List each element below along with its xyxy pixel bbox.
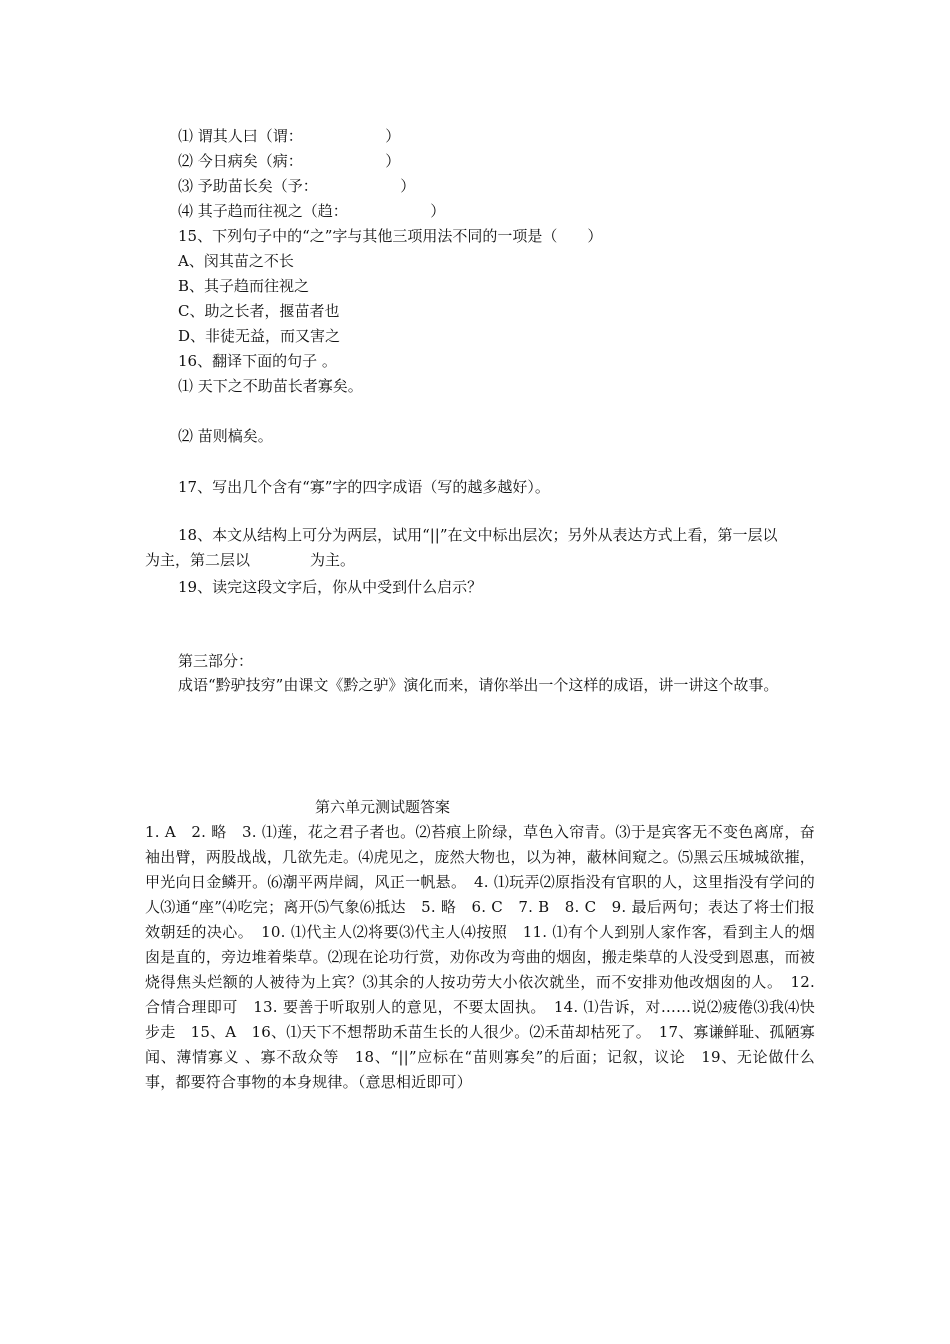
- q14-item-1: ⑴ 谓其人曰（谓： ）: [178, 127, 401, 145]
- part3-text: 成语“黔驴技穷”由课文《黔之驴》演化而来，请你举出一个这样的成语，讲一讲这个故事。: [178, 676, 779, 694]
- q18: 18、本文从结构上可分为两层，试用“||”在文中标出层次；另外从表达方式上看，第一层以 为主，第二层以 为主。: [145, 526, 838, 569]
- q15-option-b: B、其子趋而往视之: [178, 277, 310, 295]
- q14-item-2: ⑵ 今日病矣（病： ）: [178, 152, 401, 170]
- q19: 19、读完这段文字后，你从中受到什么启示？: [178, 578, 483, 596]
- q15-stem: 15、下列句子中的“之”字与其他三项用法不同的一项是（ ）: [178, 227, 603, 245]
- q17: 17、写出几个含有“寡”字的四字成语（写的越多越好）。: [178, 478, 550, 496]
- q15-option-c: C、助之长者，揠苗者也: [178, 302, 340, 320]
- answers-title: 第六单元测试题答案: [315, 798, 451, 816]
- q15-option-a: A、闵其苗之不长: [178, 252, 294, 270]
- q14-item-3: ⑶ 予助苗长矣（予： ）: [178, 177, 416, 195]
- q15-option-d: D、非徒无益，而又害之: [178, 327, 341, 345]
- q16-item-2: ⑵ 苗则槁矣。: [178, 427, 273, 445]
- answers-text: 1. A 2. 略 3. ⑴莲，花之君子者也。⑵苔痕上阶绿，草色入帘青。⑶于是宾客无不变色离席，奋袖出臂，两股战战，几欲先走。⑷虎见之，庞然大物也，以为神，蔽林间窥之。⑸黑云压城城欲摧，甲光向日金鳞开。⑹潮平两岸阔，风正一帆悬。 4. ⑴玩弄⑵原指没有官职的人，这里指没有学问的人⑶通“座”⑷吃完；离开⑸气象⑹抵达 5. 略 6. C 7. B 8. C 9. 最后两句；表达了将士们报效朝廷的决心。 10. ⑴代主人⑵将要⑶代主人⑷按照 11. ⑴有个人到别人家作客，看到主人的烟囱是直的，旁边堆着柴草。⑵现在论功行赏，劝你改为弯曲的烟囱，搬走柴草的人没受到恩惠，而被烧得焦头烂额的人被待为上宾？⑶其余的人按功劳大小依次就坐，而不安排劝他改烟囱的人。 12. 合情合理即可 13. 要善于听取别人的意见，不要太固执。 14. ⑴告诉，对……说⑵疲倦⑶我⑷快步走 15、A 16、⑴天下不想帮助禾苗生长的人很少。⑵禾苗却枯死了。 17、寡谦鲜耻、孤陋寡闻、薄情寡义 、寡不敌众等 18、“||”应标在“苗则寡矣”的后面；记叙，议论 19、无论做什么事，都要符合事物的本身规律。（意思相近即可）: [145, 823, 815, 1091]
- q16-stem: 16、翻译下面的句子 。: [178, 352, 337, 370]
- q14-item-4: ⑷ 其子趋而往视之（趋： ）: [178, 202, 446, 220]
- q16-item-1: ⑴ 天下之不助苗长者寡矣。: [178, 377, 363, 395]
- part3-heading: 第三部分：: [178, 652, 254, 670]
